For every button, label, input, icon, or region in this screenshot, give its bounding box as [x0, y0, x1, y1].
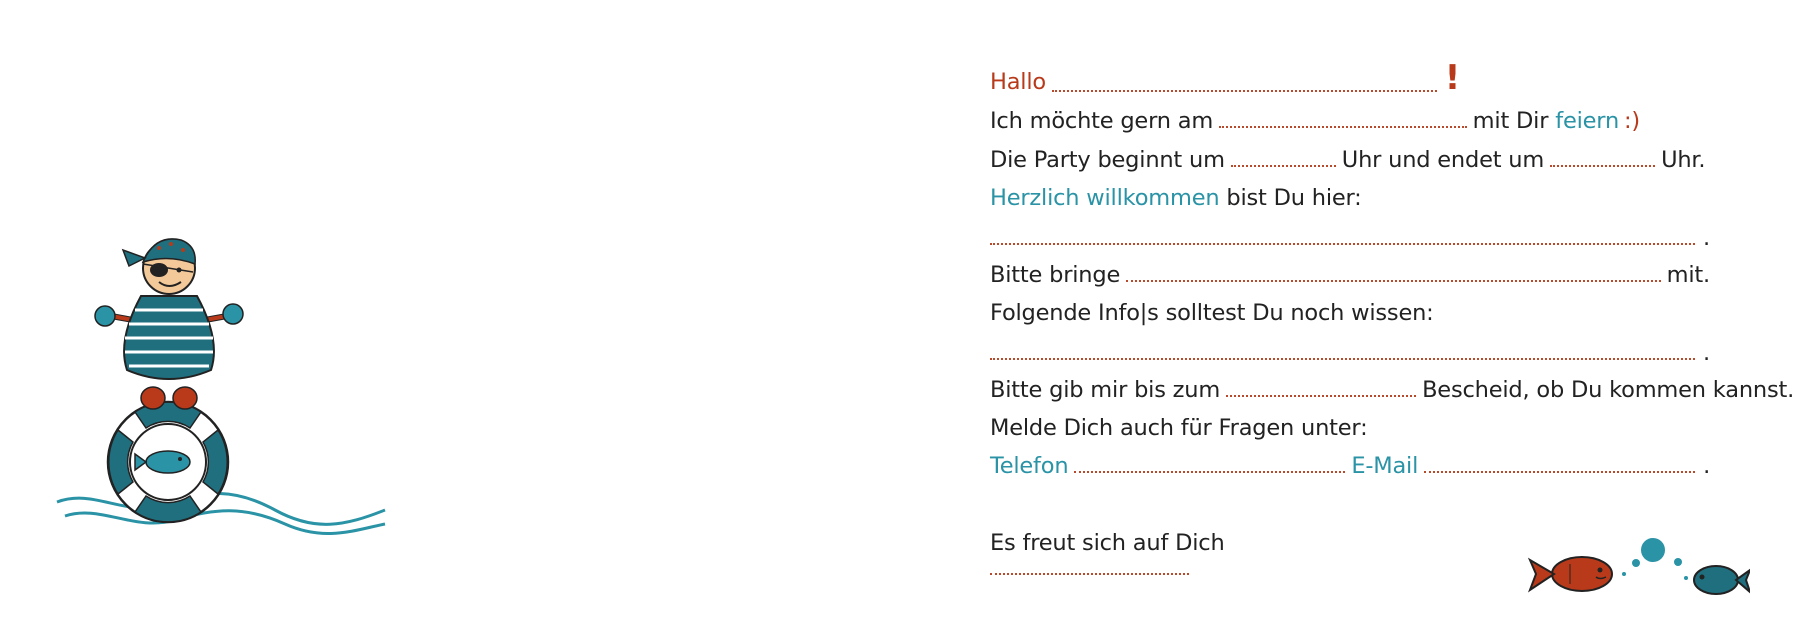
closing-text: Es freut sich auf Dich [990, 530, 1225, 556]
email-blank[interactable] [1424, 470, 1695, 473]
date-line [990, 108, 1640, 134]
info-label-line [990, 300, 1710, 326]
info-label: Folgende Info|s solltest Du noch wissen: [990, 300, 1434, 326]
info-blank[interactable] [990, 357, 1695, 360]
greeting-line [990, 58, 1460, 98]
welcome-rest: bist Du hier: [1226, 185, 1362, 211]
bring-blank[interactable] [1126, 279, 1661, 282]
signature-blank[interactable] [990, 572, 1189, 575]
date-line-mid: mit Dir [1472, 108, 1549, 134]
rsvp-end: Bescheid, ob Du kommen kannst. [1422, 377, 1795, 403]
contact-line [990, 453, 1710, 479]
rsvp-start: Bitte gib mir bis zum [990, 377, 1221, 403]
time-line-end: Uhr. [1661, 147, 1706, 173]
time-line-start: Die Party beginnt um [990, 147, 1225, 173]
bring-start: Bitte bringe [990, 262, 1121, 288]
date-line-start: Ich möchte gern am [990, 108, 1214, 134]
start-time-blank[interactable] [1231, 164, 1336, 167]
greeting-text: Hallo [990, 69, 1046, 95]
date-blank[interactable] [1219, 125, 1467, 128]
name-blank[interactable] [1052, 89, 1437, 92]
address-period: . [1703, 225, 1710, 251]
end-time-blank[interactable] [1550, 164, 1655, 167]
address-blank[interactable] [990, 242, 1695, 245]
phone-blank[interactable] [1074, 470, 1345, 473]
pirate-on-lifebuoy-illustration [55, 230, 395, 570]
exclamation-mark: ! [1444, 58, 1460, 98]
email-label: E-Mail [1351, 453, 1419, 479]
time-line-mid: Uhr und endet um [1341, 147, 1545, 173]
smiley-text: :) [1624, 108, 1640, 134]
address-line [990, 225, 1710, 251]
rsvp-date-blank[interactable] [1226, 394, 1416, 397]
phone-label: Telefon [990, 453, 1069, 479]
two-fish-with-bubbles-illustration [1520, 530, 1750, 605]
welcome-accent: Herzlich willkommen [990, 185, 1220, 211]
bring-end: mit. [1666, 262, 1710, 288]
time-line [990, 147, 1706, 173]
info-period: . [1703, 340, 1710, 366]
signature-line [990, 572, 1195, 581]
welcome-line [990, 185, 1710, 211]
contact-label-line [990, 415, 1710, 441]
info-line [990, 340, 1710, 366]
bring-line [990, 262, 1710, 288]
contact-label: Melde Dich auch für Fragen unter: [990, 415, 1368, 441]
feiern-text: feiern [1555, 108, 1620, 134]
rsvp-line [990, 377, 1795, 403]
contact-period: . [1703, 453, 1711, 479]
